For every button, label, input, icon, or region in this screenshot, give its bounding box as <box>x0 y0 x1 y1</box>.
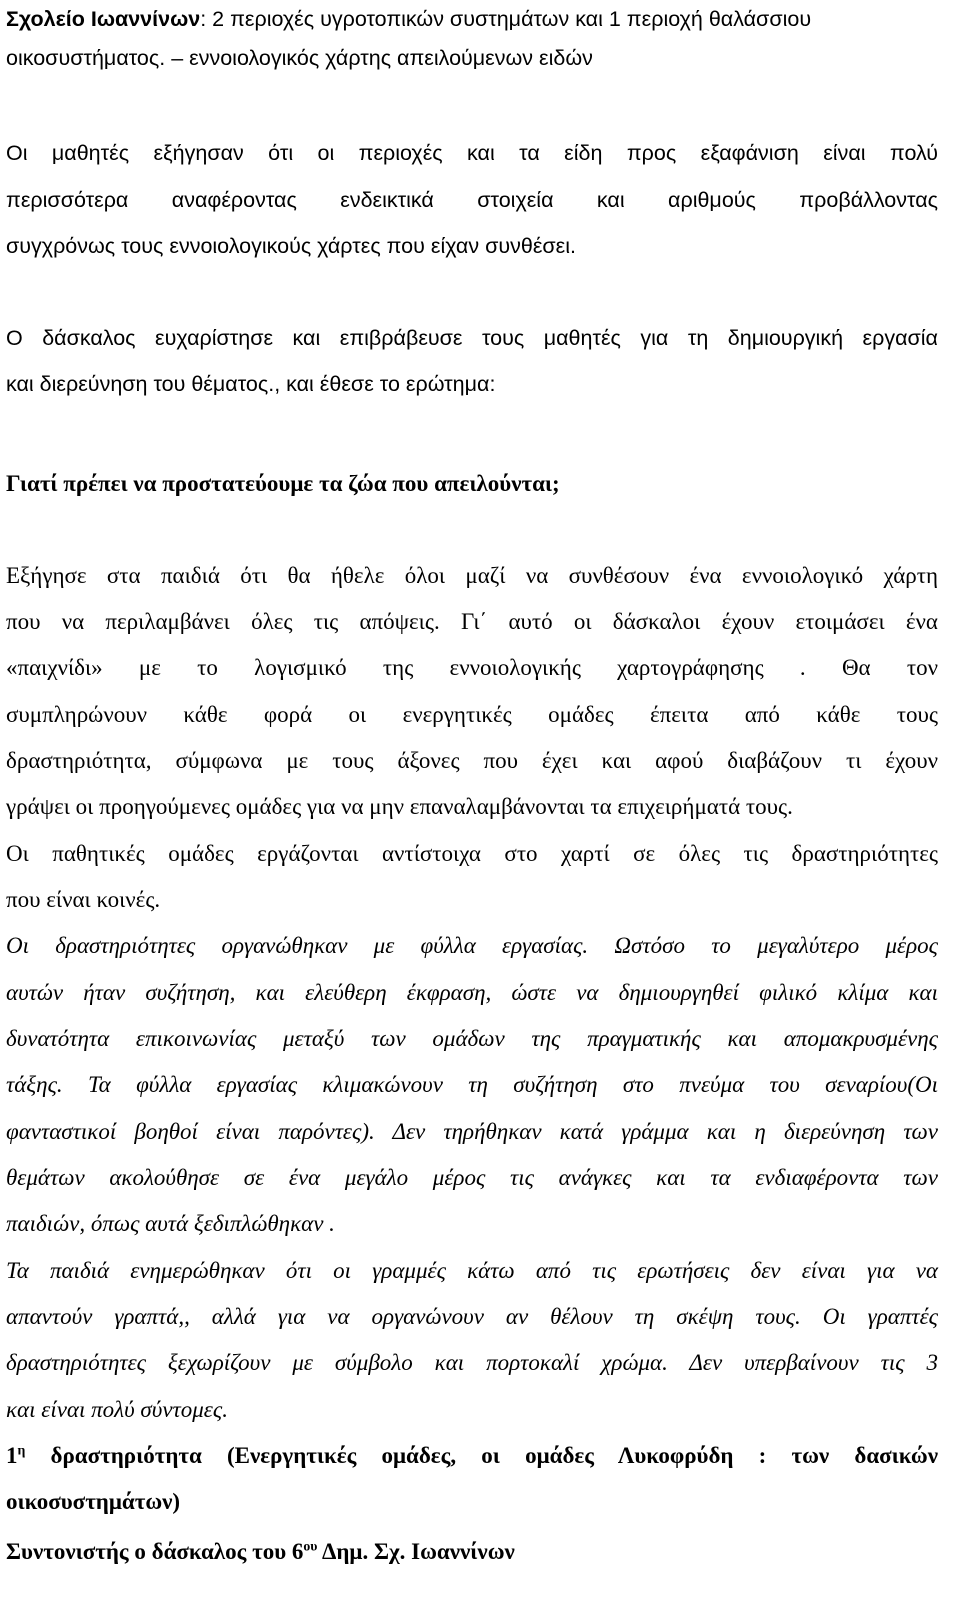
para4-line-4: τάξης. Τα φύλλα εργασίας κλιμακώνουν τη συζήτηση στο πνεύμα του σεναρίου(Οι <box>6 1072 938 1097</box>
para3-line-5: δραστηριότητα, σύμφωνα με τους άξονες που έχει και αφού διαβάζουν τι έχουν <box>6 748 938 773</box>
para5-line-3: δραστηριότητες ξεχωρίζουν με σύμβολο και πορτοκαλί χρώμα. Δεν υπερβαίνουν τις 3 <box>6 1350 938 1375</box>
para5-line-2: απαντούν γραπτά,, αλλά για να οργανώνουν αν θέλουν τη σκέψη τους. Οι γραπτές <box>6 1304 938 1329</box>
question-heading: Γιατί πρέπει να προστατεύουμε τα ζώα που απειλούνται; <box>6 471 560 496</box>
para4-line-6: θεμάτων ακολούθησε σε ένα μεγάλο μέρος τις ανάγκες και τα ενδιαφέροντα των <box>6 1165 938 1190</box>
para4-line-5: φανταστικοί βοηθοί είναι παρόντες). Δεν τηρήθηκαν κατά γράμμα και η διερεύνηση των <box>6 1119 938 1144</box>
para3-line-1: Εξήγησε στα παιδιά ότι θα ήθελε όλοι μαζί να συνθέσουν ένα εννοιολογικό χάρτη <box>6 563 938 588</box>
school-label: Σχολείο Ιωαννίνων <box>6 7 201 31</box>
para3-line-7: Οι παθητικές ομάδες εργάζονται αντίστοιχα στο χαρτί σε όλες τις δραστηριότητες <box>6 841 938 866</box>
intro-line-1: Σχολείο Ιωαννίνων: 2 περιοχές υγροτοπικών συστημάτων και 1 περιοχή θαλάσσιου <box>6 7 812 31</box>
para1-line-3: συγχρόνως τους εννοιολογικούς χάρτες που είχαν συνθέσει. <box>6 234 577 258</box>
coordinator-line: Συντονιστής ο δάσκαλος του $6^{o\upsilon}$ Δημ. Σχ. Ιωαννίνων <box>6 1538 515 1564</box>
para4-line-2: αυτών ήταν συζήτηση, και ελεύθερη έκφραση, ώστε να δημιουργηθεί φιλικό κλίμα και <box>6 980 938 1005</box>
activity-heading-line-1: $1^\eta$ δραστηριότητα (Ενεργητικές ομάδες, οι ομάδες Λυκοφρύδη : των δασικών <box>6 1442 938 1468</box>
para3-line-2: που να περιλαμβάνει όλες τις απόψεις. Γι΄ αυτό οι δάσκαλοι έχουν ετοιμάσει ένα <box>6 609 938 634</box>
para5-line-1: Τα παιδιά ενημερώθηκαν ότι οι γραμμές κάτω από τις ερωτήσεις δεν είναι για να <box>6 1258 938 1283</box>
para4-line-7: παιδιών, όπως αυτά ξεδιπλώθηκαν . <box>6 1211 335 1236</box>
para5-line-4: και είναι πολύ σύντομες. <box>6 1397 228 1422</box>
para3-line-3: «παιχνίδι» με το λογισμικό της εννοιολογικής χαρτογράφησης . Θα τον <box>6 655 938 680</box>
para4-line-1: Οι δραστηριότητες οργανώθηκαν με φύλλα εργασίας. Ωστόσο το μεγαλύτερο μέρος <box>6 933 938 958</box>
intro-line-2: οικοσυστήματος. – εννοιολογικός χάρτης απειλούμενων ειδών <box>6 46 593 70</box>
activity-heading-line-2: οικοσυστημάτων) <box>6 1489 181 1514</box>
para4-line-3: δυνατότητα επικοινωνίας μεταξύ των ομάδων της πραγματικής και απομακρυσμένης <box>6 1026 938 1051</box>
para3-line-8: που είναι κοινές. <box>6 887 161 912</box>
para1-line-1: Οι μαθητές εξήγησαν ότι οι περιοχές και τα είδη προς εξαφάνιση είναι πολύ <box>6 141 938 165</box>
para2-line-1: Ο δάσκαλος ευχαρίστησε και επιβράβευσε τους μαθητές για τη δημιουργική εργασία <box>6 326 938 350</box>
para2-line-2: και διερεύνηση του θέματος., και έθεσε το ερώτημα: <box>6 372 496 396</box>
para1-line-2: περισσότερα αναφέροντας ενδεικτικά στοιχεία και αριθμούς προβάλλοντας <box>6 188 938 212</box>
para3-line-6: γράψει οι προηγούμενες ομάδες για να μην επαναλαμβάνονται τα επιχειρήματά τους. <box>6 794 793 819</box>
para3-line-4: συμπληρώνουν κάθε φορά οι ενεργητικές ομάδες έπειτα από κάθε τους <box>6 702 938 727</box>
